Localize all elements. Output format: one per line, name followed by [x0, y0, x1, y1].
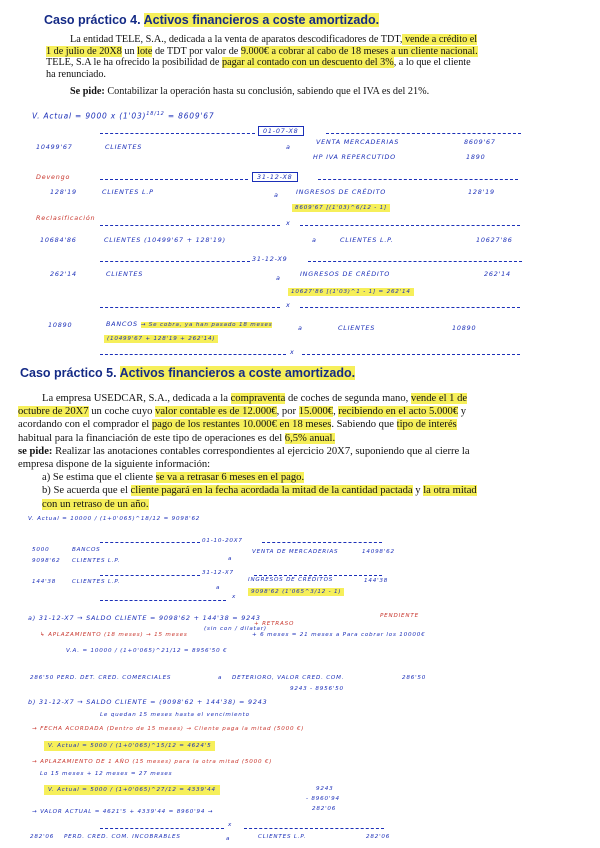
label-pendiente: PENDIENTE	[380, 613, 419, 619]
part-a-deterioro-amount: 286'50	[402, 675, 427, 681]
statement-text: b) Se acuerda que el	[42, 485, 131, 497]
part-b-saldo: b) 31-12-X7 → SALDO CLIENTE = (9098'62 + 144'38) = 9243	[28, 698, 268, 706]
statement-line	[18, 498, 533, 511]
statement-line	[46, 34, 550, 46]
statement-text: de TDT por valor de	[152, 45, 241, 57]
entry2-account: CLIENTES L.P	[102, 188, 154, 196]
part-a-note: (sin con / dilatar)	[204, 626, 267, 632]
entry5-formula: (10499'67 + 128'19 + 262'14)	[104, 335, 218, 343]
statement-text: . Sabiendo que	[331, 419, 397, 431]
statement-text: La empresa USEDCAR, S.A., dedicada a la	[42, 393, 231, 404]
case4-statement	[46, 34, 550, 80]
part-b-sub: - 8960'94	[306, 796, 340, 802]
separator	[262, 542, 382, 543]
statement-text: un coche cuyo	[88, 406, 156, 418]
date-31-12-x9: 31-12-X9	[252, 255, 288, 263]
part-a-deterioro-to: a	[218, 675, 223, 681]
entry1-credit: VENTA MERCADERIAS	[316, 138, 400, 146]
entry4-credit-amount: 262'14	[484, 270, 511, 278]
entry1-credit: HP IVA REPERCUTIDO	[313, 153, 397, 161]
part-b-quedan: Le quedan 15 meses hasta el vencimiento	[100, 712, 250, 718]
separator	[300, 225, 520, 226]
statement-text: ,	[333, 406, 339, 418]
entry5-2-credit-amount: 144'38	[364, 578, 389, 584]
entry5-credit-amount: 10890	[452, 324, 477, 332]
separator	[100, 354, 286, 355]
entry3-amount: 10684'86	[40, 236, 77, 244]
statement-line	[18, 458, 533, 471]
entry4-formula: 10627'86 [(1'03)^1 - 1] = 262'14	[288, 288, 414, 296]
entry3-account: CLIENTES (10499'67 + 128'19)	[104, 236, 226, 244]
highlighted-text: se va a retrasar 6 meses en el pago.	[155, 472, 305, 484]
entry5-credit: CLIENTES	[338, 324, 376, 332]
part-b-final-to: a	[226, 836, 231, 842]
separator	[326, 133, 521, 134]
entry3-credit: CLIENTES L.P.	[340, 236, 394, 244]
case4-se-pide: Se pide: Contabilizar la operación hasta su conclusión, sabiendo que el IVA es del 21%.	[70, 86, 430, 97]
entry3-to: a	[312, 236, 317, 244]
valor-actual-4: V. Actual = 9000 x $(1'03)^{18/12} = 8609'67$	[32, 111, 215, 121]
part-b-meses: Lo 15 meses + 12 meses = 27 meses	[40, 771, 173, 777]
entry5-to: a	[298, 324, 303, 332]
entry5-1-to: a	[228, 556, 233, 562]
statement-text: TELE, S.A le ha ofrecido la posibilidad de	[46, 57, 222, 69]
part-b-fecha: → FECHA ACORDADA (Dentro de 15 meses) → Cliente paga la mitad (5000 €)	[32, 726, 305, 732]
highlighted-text: octubre de 20X7	[18, 406, 89, 418]
separator	[100, 575, 200, 576]
part-b-sub: 9243	[316, 786, 334, 792]
entry5-1-amount: 5000	[32, 547, 50, 553]
highlighted-text: cliente pagará en la fecha acordada la mitad de la cantidad pactada	[130, 485, 413, 497]
entry5-2-to: a	[216, 585, 221, 591]
highlighted-text: 1 de julio de 20X8	[46, 45, 122, 57]
highlighted-text: pagar al contado con un descuento del 3%	[221, 57, 394, 69]
part-a-valor-actual: V.A. = 10000 / (1+0'065)^21/12 = 8956'50 €	[66, 648, 228, 654]
statement-text: y	[458, 406, 467, 418]
entry5-2-credit: INGRESOS DE CRÉDITOS	[248, 577, 334, 583]
entry1-credit-amount: 8609'67	[464, 138, 496, 146]
highlighted-text: tipo de interés	[396, 419, 457, 431]
part-a-deterioro-credit: DETERIORO, VALOR CRED. COM.	[232, 675, 345, 681]
part-b-sub: 282'06	[312, 806, 337, 812]
separator	[254, 575, 382, 576]
part-b-final-account: PERD. CRED. COM. INCOBRABLES	[64, 834, 181, 840]
case4-title: Caso práctico 4. Activos financieros a coste amortizado.	[44, 13, 380, 27]
part-b-valor-actual-2: V. Actual = 5000 / (1+0'065)^27/12 = 4339'44	[44, 785, 220, 795]
entry5-amount: 10890	[48, 321, 73, 329]
statement-text: ha renunciado.	[46, 68, 106, 80]
separator	[302, 354, 520, 355]
highlighted-text: pago de los restantes 10.000€ en 18 meses	[151, 419, 332, 431]
entry5-account: BANCOS → Se cobra, ya han pasado 18 meses	[106, 320, 273, 328]
statement-text: de coches de segunda mano,	[285, 393, 411, 404]
entry4-account: CLIENTES	[106, 270, 144, 278]
part-b-valor-actual-total: → VALOR ACTUAL = 4621'5 + 4339'44 = 8960'94 →	[32, 809, 214, 815]
statement-text: se pide:	[18, 445, 53, 457]
separator	[100, 225, 280, 226]
cross-mark: x	[290, 348, 295, 356]
statement-text: , por	[276, 406, 299, 418]
entry4-amount: 262'14	[50, 270, 77, 278]
statement-line	[18, 405, 533, 418]
statement-text: acordando con el comprador el	[18, 419, 152, 431]
part-b-aplazamiento: → APLAZAMIENTO DE 1 AÑO (15 meses) para la otra mitad (5000 €)	[32, 759, 273, 765]
highlighted-text: la otra mitad	[423, 485, 477, 497]
part-b-final-credit: CLIENTES L.P.	[258, 834, 307, 840]
highlighted-text: 6,5% anual.	[284, 432, 336, 444]
label-retraso: + RETRASO	[254, 621, 295, 627]
statement-text: La entidad TELE, S.A., dedicada a la venta de aparatos descodificadores de TDT,	[70, 34, 403, 45]
part-b-valor-actual-1: V. Actual = 5000 / (1+0'065)^15/12 = 4624'5	[44, 741, 215, 751]
separator	[300, 307, 520, 308]
entry5-1-amount: 9098'62	[32, 558, 61, 564]
part-b-final-amount: 282'06	[30, 834, 55, 840]
entry4-to: a	[276, 274, 281, 282]
date-box-01-07-x8: 01-07-X8	[258, 126, 304, 136]
statement-line	[18, 471, 533, 484]
entry5-1-account: CLIENTES L.P.	[72, 558, 121, 564]
statement-line	[46, 57, 550, 69]
entry5-2-amount: 144'38	[32, 579, 57, 585]
entry5-1-account: BANCOS	[72, 547, 101, 553]
entry2-credit-amount: 128'19	[468, 188, 495, 196]
entry1-credit-amount: 1890	[466, 153, 486, 161]
highlighted-text: con un retraso de un año.	[42, 498, 149, 510]
part-a-saldo: a) 31-12-X7 → SALDO CLIENTE = 9098'62 + 144'38 = 9243	[28, 614, 261, 622]
label-devengo: Devengo	[36, 173, 71, 181]
highlighted-text: vende el 1 de	[410, 393, 468, 404]
entry2-credit: INGRESOS DE CRÉDITO	[296, 188, 387, 196]
separator	[244, 828, 384, 829]
entry2-to: a	[274, 191, 279, 199]
entry2-formula: 8609'67 [(1'03)^6/12 - 1]	[292, 204, 390, 212]
separator	[308, 261, 522, 262]
statement-text: , a lo que el cliente	[393, 57, 471, 69]
entry1-amount: 10499'67	[36, 143, 73, 151]
highlighted-text: 15.000€	[298, 406, 334, 418]
entry1-to: a	[286, 143, 291, 151]
date-01-10-20x7: 01-10-20X7	[202, 538, 243, 544]
cross-mark: x	[228, 822, 233, 828]
date-31-12-x7: 31-12-X7	[202, 570, 234, 576]
statement-text: y	[412, 485, 424, 497]
statement-line	[18, 432, 533, 445]
entry5-2-account: CLIENTES L.P.	[72, 579, 121, 585]
cross-mark: x	[286, 219, 291, 227]
statement-line	[18, 484, 533, 497]
entry5-1-credit: VENTA DE MERCADERIAS	[252, 549, 339, 555]
separator	[100, 542, 200, 543]
entry5-1-credit-amount: 14098'62	[362, 549, 395, 555]
part-a-deterioro-calc: 9243 - 8956'50	[290, 686, 344, 692]
highlighted-text: 9.000€ a cobrar al cabo de 18 meses a un cliente nacional.	[240, 45, 478, 57]
entry4-credit: INGRESOS DE CRÉDITO	[300, 270, 391, 278]
cross-mark: x	[286, 301, 291, 309]
separator	[100, 179, 248, 180]
label-reclasificacion: Reclasificación	[36, 214, 96, 222]
statement-text: habitual para la financiación de este tipo de operaciones es del	[18, 432, 285, 444]
separator	[100, 600, 226, 601]
separator	[100, 133, 255, 134]
separator	[318, 179, 518, 180]
highlighted-text: lote	[137, 45, 153, 57]
statement-text: Realizar las anotaciones contables correspondientes al ejercicio 20X7, suponiendo que al cierre la	[52, 445, 470, 457]
valor-actual-5: V. Actual = 10000 / (1+0'065)^18/12 = 9098'62	[28, 516, 201, 522]
highlighted-text: recibiendo en el acto 5.000€	[338, 406, 459, 418]
part-a-aplazamiento: ↳ APLAZAMIENTO (18 meses) → 15 meses	[40, 632, 188, 638]
highlighted-text: vende a crédito el	[402, 34, 478, 45]
entry2-amount: 128'19	[50, 188, 77, 196]
statement-text: un	[121, 45, 138, 57]
cross-mark: x	[232, 594, 237, 600]
case5-title: Caso práctico 5. Activos financieros a coste amortizado.	[20, 366, 356, 380]
part-b-final-credit-amount: 282'06	[366, 834, 391, 840]
entry1-account: CLIENTES	[105, 143, 143, 151]
statement-line	[46, 69, 550, 81]
statement-line	[46, 46, 550, 58]
statement-line	[18, 418, 533, 431]
case5-statement	[18, 392, 533, 511]
part-a-retraso: + 6 meses = 21 meses a Para cobrar los 10000€	[252, 632, 426, 638]
date-box-31-12-x8: 31-12-X8	[252, 172, 298, 182]
entry5-2-formula: 9098'62 (1'065^3/12 - 1)	[248, 588, 344, 596]
entry3-credit-amount: 10627'86	[476, 236, 513, 244]
statement-line	[18, 392, 533, 405]
statement-text: a) Se estima que el cliente	[42, 472, 156, 484]
separator	[100, 828, 224, 829]
separator	[100, 261, 250, 262]
highlighted-text: valor contable es de 12.000€	[155, 406, 277, 418]
part-a-deterioro-account: 286'50 PERD. DET. CRED. COMERCIALES	[30, 675, 172, 681]
highlighted-text: compraventa	[230, 393, 286, 404]
statement-line	[18, 445, 533, 458]
separator	[100, 307, 280, 308]
statement-text: empresa dispone de la siguiente información:	[18, 459, 211, 471]
